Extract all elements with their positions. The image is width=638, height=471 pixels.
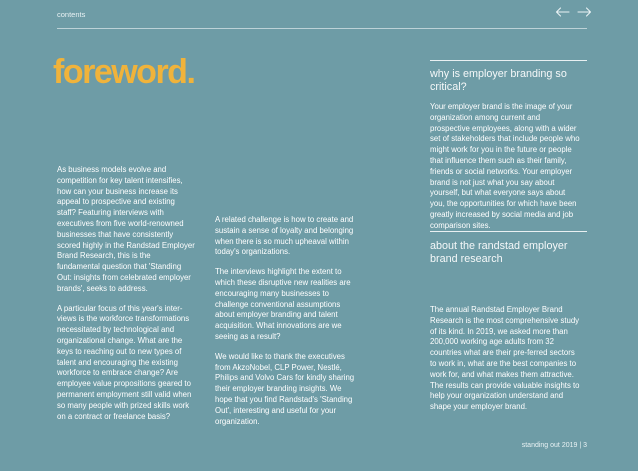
contents-link[interactable]: contents bbox=[57, 10, 86, 19]
paragraph: A related challenge is how to create and sustain a sense of loyalty and belonging when there is so much upheaval within today's organizations. bbox=[215, 215, 354, 257]
paragraph: As business models evolve and competition for key talent intensifies, how can your business increase its appeal to prospective and existing staff? Featuring interviews with executives from five world-renowned businesses that have consistently scored highly in the Randstad Employer Brand Research, this is the fundamental question that 'Standing Out: insights from celebrated employer brands', seeks to address. bbox=[57, 165, 195, 293]
foreword-column-1 bbox=[57, 165, 195, 431]
page-title: foreword. bbox=[53, 53, 195, 91]
sidebar-section-1 bbox=[430, 102, 580, 241]
header-divider bbox=[57, 28, 587, 29]
sidebar-section-2 bbox=[430, 305, 580, 422]
arrow-right-icon[interactable] bbox=[575, 4, 593, 20]
section-heading-brand-research: about the randstad employer brand research bbox=[430, 240, 568, 265]
arrow-left-icon[interactable] bbox=[553, 4, 571, 20]
paragraph: We would like to thank the executives from AkzoNobel, CLP Power, Nestlé, Philips and Volvo Cars for kindly sharing their employer branding insights. We hope that you find Randstad's 'Standing Out', interesting and useful for your organization. bbox=[215, 351, 355, 426]
section-body: The annual Randstad Employer Brand Research is the most comprehensive study of its kind. In 2019, we asked more than 200,000 working age adults from 32 countries what are their pre-ferred sectors to work in, what are the best companies to work for, and what makes them attractive. The results can provide valuable insights to help your organization understand and shape your employer brand. bbox=[430, 305, 580, 412]
section-body: Your employer brand is the image of your organization among current and prospective employees, along with a wider set of stakeholders that include people who might work for you in the future or people that influence them such as their family, friends or social networks. Your employer brand is not just what you say about yourself, but what everyone says about you, the opportunities for which have been greatly increased by social media and job comparison sites. bbox=[430, 102, 580, 230]
section-heading-employer-branding: why is employer branding so critical? bbox=[430, 68, 567, 93]
section-divider bbox=[430, 60, 587, 61]
paragraph: A particular focus of this year's inter-views is the workforce transformations necessitated by technological and organizational change. What are the keys to reaching out to new types of talent and encouraging the existing workforce to embrace change? Are employee value propositions geared to permanent employment still valid when so many people with prized skills work on a contract or freelance basis? bbox=[57, 303, 192, 421]
section-divider bbox=[430, 231, 587, 232]
foreword-column-2 bbox=[215, 215, 360, 436]
paragraph: The interviews highlight the extent to which these disruptive new realities are encouraging many businesses to challenge conventional assumptions about employer branding and talent acquisition. What innovations are we seeing as a result? bbox=[215, 267, 351, 341]
top-bar bbox=[0, 0, 638, 28]
page-footer: standing out 2019 | 3 bbox=[521, 442, 587, 449]
